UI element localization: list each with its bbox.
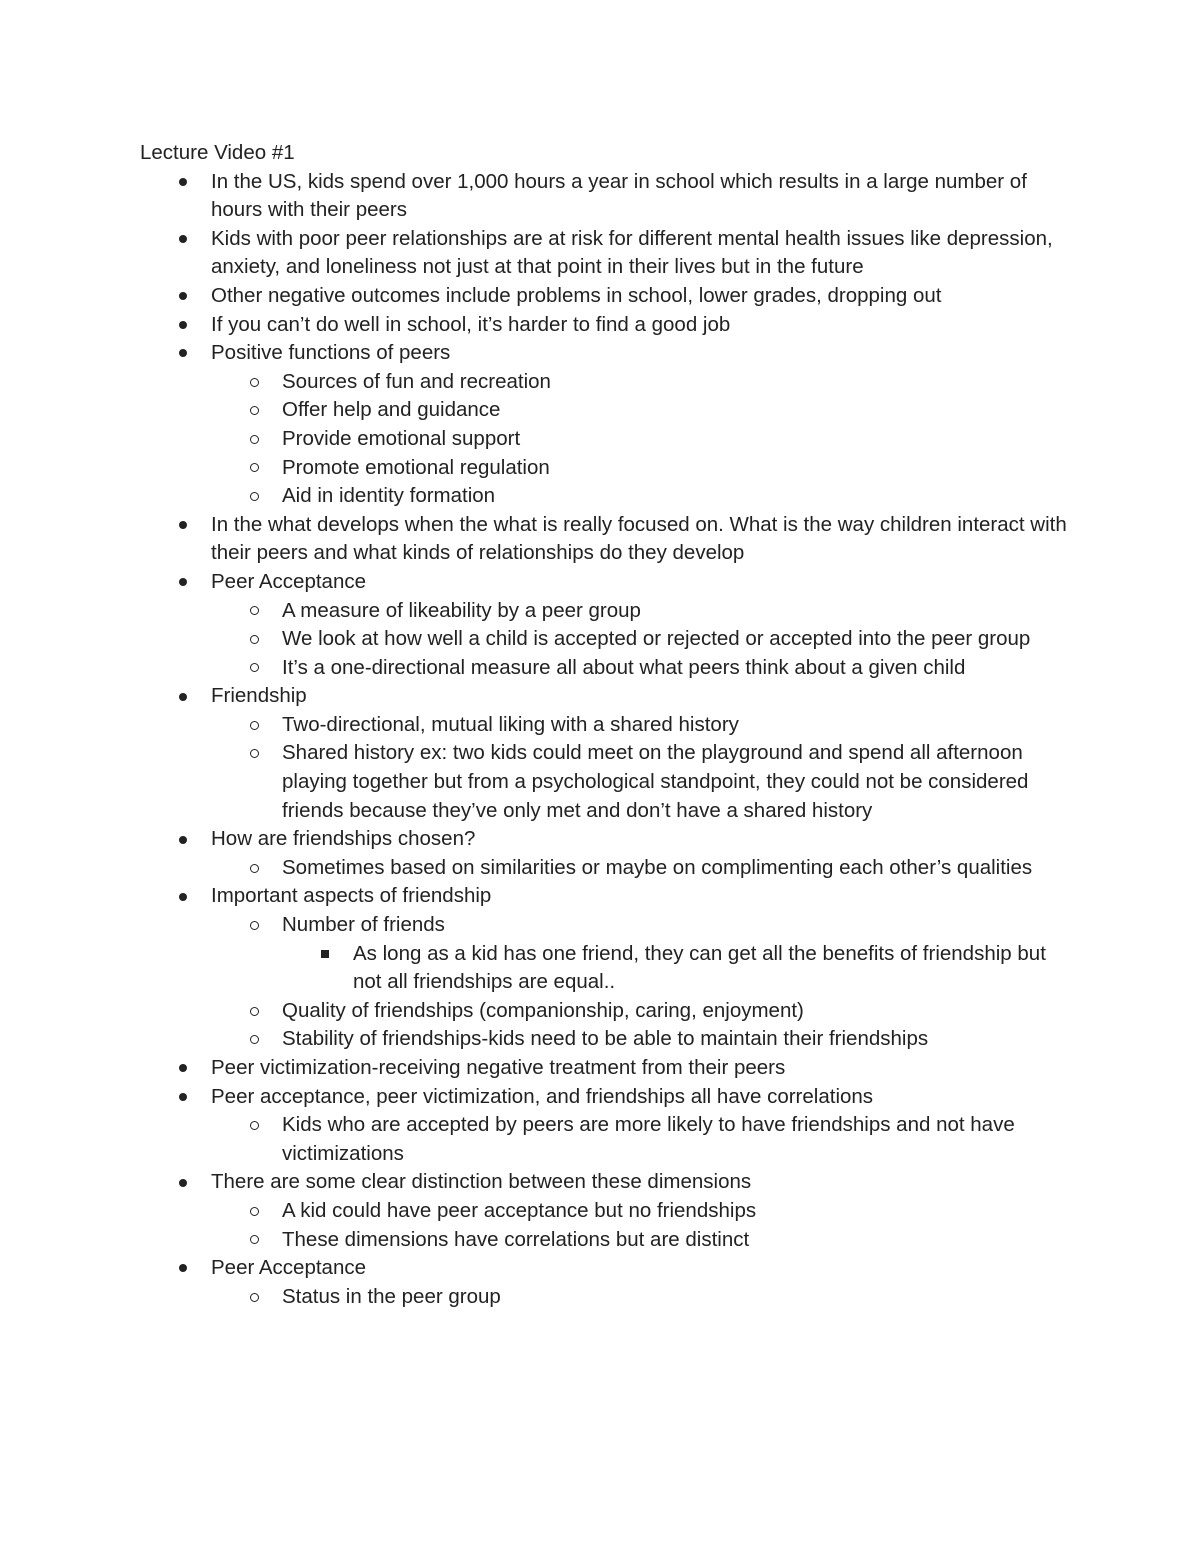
bullet-marker bbox=[176, 282, 190, 311]
list-item-text: Number of friends bbox=[282, 913, 445, 937]
bullet-circle-icon bbox=[250, 663, 259, 672]
bullet-circle-icon bbox=[250, 921, 259, 930]
list-item-text: Kids with poor peer relationships are at risk for different mental health issues like depression, anxiety, and loneliness not just at that point in their lives but in the future bbox=[211, 226, 1053, 279]
list-item-text: Promote emotional regulation bbox=[282, 455, 550, 479]
list-item-text: Provide emotional support bbox=[282, 426, 521, 450]
sub-list-item bbox=[211, 482, 1070, 511]
bullet-dot-icon bbox=[179, 349, 187, 357]
sub-list-item bbox=[211, 1111, 1070, 1168]
list-item bbox=[140, 1254, 1070, 1311]
bullet-circle-icon bbox=[250, 749, 259, 758]
bullet-marker bbox=[176, 511, 190, 540]
bullet-marker bbox=[247, 997, 261, 1026]
list-item bbox=[140, 282, 1070, 311]
list-item-text: A kid could have peer acceptance but no friendships bbox=[282, 1198, 757, 1222]
bullet-dot-icon bbox=[179, 321, 187, 329]
bullet-dot-icon bbox=[179, 1093, 187, 1101]
bullet-marker bbox=[247, 1111, 261, 1140]
nested-list bbox=[211, 1111, 1070, 1168]
sub-list-item bbox=[211, 1197, 1070, 1226]
list-item-text: As long as a kid has one friend, they can get all the benefits of friendship but not all friendships are equal.. bbox=[353, 941, 1046, 994]
bullet-dot-icon bbox=[179, 1179, 187, 1187]
list-item-text: Quality of friendships (companionship, caring, enjoyment) bbox=[282, 998, 804, 1022]
sub-list-item bbox=[211, 597, 1070, 626]
bullet-marker bbox=[247, 911, 261, 940]
list-item bbox=[140, 882, 1070, 1054]
list-item-text: Other negative outcomes include problems in school, lower grades, dropping out bbox=[211, 283, 942, 307]
bullet-circle-icon bbox=[250, 463, 259, 472]
bullet-marker bbox=[176, 168, 190, 197]
bullet-marker bbox=[247, 368, 261, 397]
list-item-text: Sometimes based on similarities or maybe on complimenting each other’s qualities bbox=[282, 855, 1033, 879]
bullet-marker bbox=[176, 225, 190, 254]
list-item bbox=[140, 825, 1070, 882]
bullet-marker bbox=[247, 482, 261, 511]
bullet-circle-icon bbox=[250, 1293, 259, 1302]
bullet-circle-icon bbox=[250, 721, 259, 730]
sub-list-item bbox=[211, 396, 1070, 425]
bullet-marker bbox=[247, 625, 261, 654]
nested-list bbox=[211, 711, 1070, 825]
sub-list-item bbox=[211, 739, 1070, 825]
page-title: Lecture Video #1 bbox=[140, 141, 295, 164]
list-item-text: Friendship bbox=[211, 684, 307, 708]
list-item-text: It’s a one-directional measure all about what peers think about a given child bbox=[282, 655, 966, 679]
bullet-circle-icon bbox=[250, 1121, 259, 1130]
sub-list-item bbox=[211, 454, 1070, 483]
bullet-circle-icon bbox=[250, 606, 259, 615]
list-item-text: We look at how well a child is accepted or rejected or accepted into the peer group bbox=[282, 627, 1031, 651]
bullet-circle-icon bbox=[250, 378, 259, 387]
bullet-marker bbox=[247, 654, 261, 683]
list-item-text: These dimensions have correlations but are distinct bbox=[282, 1227, 750, 1251]
bullet-marker bbox=[247, 597, 261, 626]
sub-list-item bbox=[211, 1025, 1070, 1054]
nested-list bbox=[211, 1197, 1070, 1254]
sub-list-item bbox=[211, 625, 1070, 654]
list-item-text: Positive functions of peers bbox=[211, 341, 451, 365]
bullet-circle-icon bbox=[250, 864, 259, 873]
list-item-text: Shared history ex: two kids could meet on the playground and spend all afternoon playing together but from a psychological standpoint, they could not be considered friends because they’ve only met and don’t have a shared history bbox=[282, 741, 1029, 822]
nested-list bbox=[282, 940, 1070, 997]
sub-list-item bbox=[211, 911, 1070, 997]
bullet-dot-icon bbox=[179, 836, 187, 844]
list-item-text: Aid in identity formation bbox=[282, 484, 496, 508]
list-item-text: Important aspects of friendship bbox=[211, 884, 492, 908]
list-item bbox=[140, 339, 1070, 511]
document-page bbox=[140, 139, 1070, 1311]
list-item-text: Peer victimization-receiving negative treatment from their peers bbox=[211, 1056, 786, 1079]
bullet-dot-icon bbox=[179, 1064, 187, 1072]
sub-list-item bbox=[211, 997, 1070, 1026]
bullet-marker bbox=[176, 682, 190, 711]
bullet-marker bbox=[176, 882, 190, 911]
bullet-dot-icon bbox=[179, 178, 187, 186]
bullet-circle-icon bbox=[250, 435, 259, 444]
bullet-circle-icon bbox=[250, 492, 259, 501]
bullet-marker bbox=[176, 1168, 190, 1197]
bullet-marker bbox=[176, 1254, 190, 1283]
bullet-circle-icon bbox=[250, 406, 259, 415]
sub-list-item bbox=[211, 854, 1070, 883]
sub-list-item bbox=[211, 711, 1070, 740]
list-item bbox=[140, 225, 1070, 282]
list-item bbox=[140, 511, 1070, 568]
bullet-marker bbox=[318, 940, 332, 969]
bullet-marker bbox=[247, 1197, 261, 1226]
nested-list bbox=[211, 854, 1070, 883]
list-item-text: How are friendships chosen? bbox=[211, 827, 476, 851]
bullet-marker bbox=[176, 1054, 190, 1083]
list-item bbox=[140, 168, 1070, 225]
sub-sub-list-item bbox=[282, 940, 1070, 997]
bullet-marker bbox=[176, 568, 190, 597]
bullet-marker bbox=[247, 396, 261, 425]
list-item-text: In the US, kids spend over 1,000 hours a year in school which results in a large number of hours with their peers bbox=[211, 169, 1027, 222]
bullet-marker bbox=[176, 825, 190, 854]
bullet-marker bbox=[247, 425, 261, 454]
list-item bbox=[140, 1168, 1070, 1254]
list-item-text: Stability of friendships-kids need to be able to maintain their friendships bbox=[282, 1027, 929, 1051]
bullet-marker bbox=[176, 1083, 190, 1112]
nested-list bbox=[211, 368, 1070, 511]
bullet-circle-icon bbox=[250, 1007, 259, 1016]
bullet-marker bbox=[247, 739, 261, 768]
list-item-text: Peer Acceptance bbox=[211, 569, 366, 593]
bullet-dot-icon bbox=[179, 521, 187, 529]
bullet-square-icon bbox=[321, 950, 329, 958]
bullet-marker bbox=[176, 339, 190, 368]
nested-list bbox=[211, 597, 1070, 683]
sub-list-item bbox=[211, 425, 1070, 454]
list-item-text: Sources of fun and recreation bbox=[282, 369, 551, 393]
bullet-list bbox=[140, 168, 1070, 1312]
bullet-dot-icon bbox=[179, 292, 187, 300]
list-item-text: Two-directional, mutual liking with a shared history bbox=[282, 712, 739, 736]
bullet-marker bbox=[247, 1283, 261, 1312]
bullet-circle-icon bbox=[250, 1235, 259, 1244]
list-item-text: In the what develops when the what is really focused on. What is the way children interact with their peers and what kinds of relationships do they develop bbox=[211, 512, 1067, 565]
bullet-marker bbox=[247, 1226, 261, 1255]
sub-list-item bbox=[211, 1226, 1070, 1255]
sub-list-item bbox=[211, 654, 1070, 683]
sub-list-item bbox=[211, 1283, 1070, 1312]
bullet-dot-icon bbox=[179, 893, 187, 901]
list-item bbox=[140, 311, 1070, 340]
list-item-text: If you can’t do well in school, it’s harder to find a good job bbox=[211, 312, 731, 336]
bullet-dot-icon bbox=[179, 235, 187, 243]
list-item-text: Kids who are accepted by peers are more likely to have friendships and not have victimizations bbox=[282, 1113, 1015, 1165]
bullet-dot-icon bbox=[179, 578, 187, 586]
bullet-marker bbox=[176, 311, 190, 340]
list-item-text: Status in the peer group bbox=[282, 1284, 501, 1308]
bullet-circle-icon bbox=[250, 1035, 259, 1044]
list-item bbox=[140, 1054, 1070, 1083]
list-item-text: There are some clear distinction between these dimensions bbox=[211, 1170, 752, 1194]
nested-list bbox=[211, 911, 1070, 1054]
bullet-marker bbox=[247, 454, 261, 483]
list-item bbox=[140, 568, 1070, 682]
bullet-circle-icon bbox=[250, 1207, 259, 1216]
bullet-marker bbox=[247, 1025, 261, 1054]
list-item bbox=[140, 1083, 1070, 1169]
nested-list bbox=[211, 1283, 1070, 1312]
bullet-dot-icon bbox=[179, 693, 187, 701]
sub-list-item bbox=[211, 368, 1070, 397]
bullet-circle-icon bbox=[250, 635, 259, 644]
list-item bbox=[140, 682, 1070, 825]
bullet-marker bbox=[247, 711, 261, 740]
list-item-text: Peer Acceptance bbox=[211, 1256, 366, 1280]
list-item-text: Peer acceptance, peer victimization, and friendships all have correlations bbox=[211, 1084, 874, 1108]
bullet-marker bbox=[247, 854, 261, 883]
list-item-text: A measure of likeability by a peer group bbox=[282, 598, 641, 622]
bullet-dot-icon bbox=[179, 1264, 187, 1272]
list-item-text: Offer help and guidance bbox=[282, 398, 501, 422]
